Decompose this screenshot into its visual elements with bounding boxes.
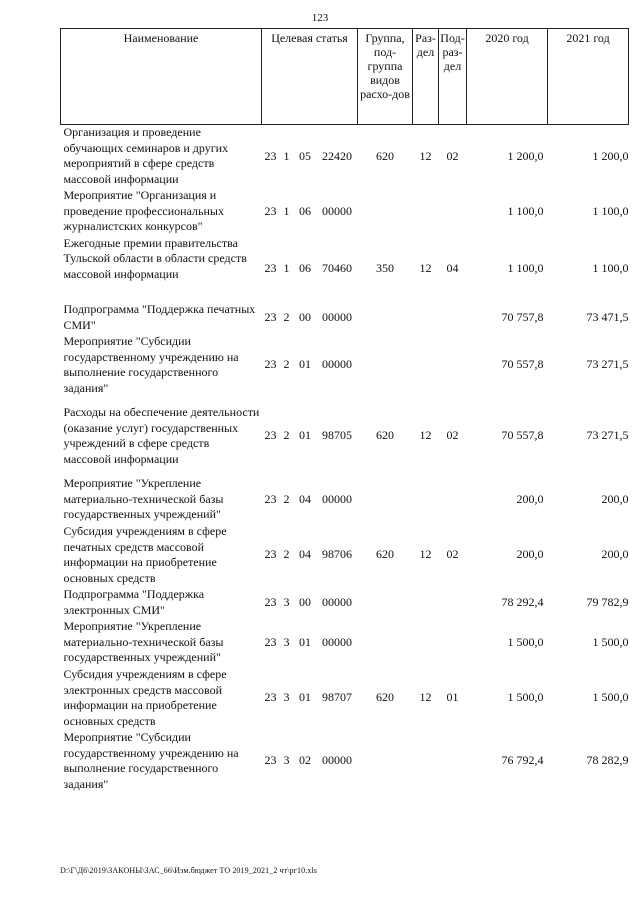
row-code-1: 23 <box>264 428 277 443</box>
row-podrazdel <box>439 587 467 619</box>
row-name: Подпрограмма "Поддержка электронных СМИ" <box>63 587 205 617</box>
row-podrazdel: 01 <box>446 690 459 705</box>
row-group <box>358 334 413 397</box>
row-group: 620 <box>376 547 395 562</box>
row-code-2: 3 <box>283 594 290 609</box>
row-2021: 73 271,5 <box>586 357 629 372</box>
row-podrazdel <box>439 188 467 236</box>
row-podrazdel <box>439 730 467 793</box>
row-code-2: 2 <box>283 309 290 324</box>
table-row <box>61 476 629 524</box>
row-name: Субсидия учреждениям в сфере печатных средств массовой информации на приобретение основных средств <box>63 524 227 585</box>
row-name: Мероприятие "Субсидии государственному учреждению на выполнение государственного задания" <box>63 730 239 791</box>
row-razdel <box>413 302 439 334</box>
row-code-3: 04 <box>299 491 311 506</box>
row-code-2: 1 <box>283 148 290 163</box>
row-razdel: 12 <box>419 690 432 705</box>
row-code-4: 98705 <box>322 428 352 443</box>
row-code-1: 23 <box>264 357 277 372</box>
table-row <box>61 587 629 619</box>
row-code-2: 2 <box>283 547 290 562</box>
row-group: 620 <box>376 428 395 443</box>
row-code-1: 23 <box>264 690 277 705</box>
row-code-4: 22420 <box>322 148 352 163</box>
row-group <box>358 302 413 334</box>
row-2021: 73 471,5 <box>586 309 629 324</box>
row-code-1: 23 <box>264 753 277 768</box>
row-code-3: 06 <box>299 203 311 218</box>
row-podrazdel <box>439 476 467 524</box>
row-podrazdel <box>439 302 467 334</box>
row-2021: 1 500,0 <box>592 634 629 649</box>
budget-table <box>60 28 629 793</box>
row-razdel: 12 <box>419 260 432 275</box>
row-code-1: 23 <box>264 148 277 163</box>
header-target-article: Целевая статья <box>262 29 358 125</box>
row-code-2: 2 <box>283 491 290 506</box>
row-code-3: 04 <box>299 547 311 562</box>
row-code-3: 00 <box>299 309 311 324</box>
row-code-3: 01 <box>299 690 311 705</box>
row-2020: 78 292,4 <box>501 594 544 609</box>
row-code-3: 02 <box>299 753 311 768</box>
row-2020: 200,0 <box>516 547 544 562</box>
row-2020: 1 500,0 <box>507 690 544 705</box>
row-group <box>358 188 413 236</box>
row-code-4: 98706 <box>322 547 352 562</box>
table-row <box>61 730 629 793</box>
footer-file-path: D:\Г\Д6\2019\ЗАКОНЫ\ЗАС_66\Изм.бюджет ТО 2019_2021_2 чт\рг10.xls <box>60 866 317 875</box>
row-razdel: 12 <box>419 547 432 562</box>
row-code-4: 00000 <box>322 309 352 324</box>
row-2020: 70 757,8 <box>501 309 544 324</box>
row-podrazdel: 02 <box>446 428 459 443</box>
row-code-3: 01 <box>299 634 311 649</box>
row-razdel: 12 <box>419 428 432 443</box>
header-2021: 2021 год <box>548 29 629 125</box>
row-2020: 1 100,0 <box>507 203 544 218</box>
row-code-4: 00000 <box>322 357 352 372</box>
row-code-2: 1 <box>283 203 290 218</box>
row-podrazdel: 04 <box>446 260 459 275</box>
page-number: 123 <box>311 12 329 24</box>
row-code-1: 23 <box>264 309 277 324</box>
row-code-2: 2 <box>283 357 290 372</box>
row-code-3: 05 <box>299 148 311 163</box>
row-razdel <box>413 188 439 236</box>
row-code-4: 00000 <box>322 594 352 609</box>
table-header-row <box>61 29 629 125</box>
row-name: Мероприятие "Организация и проведение профессиональных журналистских конкурсов" <box>63 188 224 234</box>
header-razdel: Раз-дел <box>413 29 439 125</box>
row-name: Организация и проведение обучающих семинаров и других мероприятий в сфере средств массовой информации <box>63 125 229 186</box>
row-code-2: 3 <box>283 690 290 705</box>
row-group <box>358 587 413 619</box>
row-razdel <box>413 587 439 619</box>
row-name: Подпрограмма "Поддержка печатных СМИ" <box>63 302 256 332</box>
row-2020: 76 792,4 <box>501 753 544 768</box>
row-podrazdel <box>439 334 467 397</box>
row-2020: 1 200,0 <box>507 148 544 163</box>
row-2020: 1 100,0 <box>507 260 544 275</box>
row-code-3: 01 <box>299 357 311 372</box>
row-code-1: 23 <box>264 634 277 649</box>
row-2020: 70 557,8 <box>501 357 544 372</box>
row-code-1: 23 <box>264 547 277 562</box>
row-2021: 1 100,0 <box>592 260 629 275</box>
row-code-2: 3 <box>283 753 290 768</box>
row-code-1: 23 <box>264 203 277 218</box>
row-2020: 1 500,0 <box>507 634 544 649</box>
row-group: 620 <box>376 148 395 163</box>
row-2021: 78 282,9 <box>586 753 629 768</box>
row-code-3: 01 <box>299 428 311 443</box>
row-code-3: 00 <box>299 594 311 609</box>
row-code-1: 23 <box>264 491 277 506</box>
row-code-4: 98707 <box>322 690 352 705</box>
row-2021: 200,0 <box>601 491 629 506</box>
row-razdel: 12 <box>419 148 432 163</box>
table-row <box>61 524 629 587</box>
row-podrazdel <box>439 619 467 667</box>
row-name: Субсидия учреждениям в сфере электронных средств массовой информации на приобретение основных средств <box>63 667 227 728</box>
row-code-2: 2 <box>283 428 290 443</box>
row-code-2: 3 <box>283 634 290 649</box>
table-row <box>61 334 629 397</box>
row-razdel <box>413 730 439 793</box>
table-row <box>61 188 629 236</box>
row-code-4: 70460 <box>322 260 352 275</box>
table-row <box>61 236 629 302</box>
row-group <box>358 476 413 524</box>
row-2021: 200,0 <box>601 547 629 562</box>
row-code-2: 1 <box>283 260 290 275</box>
header-podrazdel: Под-раз-дел <box>439 29 467 125</box>
row-code-4: 00000 <box>322 491 352 506</box>
row-code-4: 00000 <box>322 634 352 649</box>
row-code-1: 23 <box>264 260 277 275</box>
row-2021: 1 500,0 <box>592 690 629 705</box>
row-2021: 1 100,0 <box>592 203 629 218</box>
header-group: Группа, под-группа видов расхо-дов <box>358 29 413 125</box>
row-razdel <box>413 476 439 524</box>
header-name: Наименование <box>61 29 262 125</box>
row-group: 350 <box>376 260 395 275</box>
table-row <box>61 125 629 188</box>
table-row <box>61 667 629 730</box>
table-row <box>61 302 629 334</box>
row-name: Мероприятие "Укрепление материально-технической базы государственных учреждений" <box>63 476 224 522</box>
row-name: Расходы на обеспечение деятельности (оказание услуг) государственных учреждений в сфере средств массовой информации <box>63 405 260 466</box>
header-2020: 2020 год <box>467 29 548 125</box>
row-name: Мероприятие "Укрепление материально-технической базы государственных учреждений" <box>63 619 224 665</box>
row-2021: 79 782,9 <box>586 594 629 609</box>
row-code-4: 00000 <box>322 203 352 218</box>
row-2020: 200,0 <box>516 491 544 506</box>
row-razdel <box>413 334 439 397</box>
table-row <box>61 619 629 667</box>
row-name: Мероприятие "Субсидии государственному учреждению на выполнение государственного задания" <box>63 334 239 395</box>
row-group <box>358 730 413 793</box>
row-code-4: 00000 <box>322 753 352 768</box>
row-group <box>358 619 413 667</box>
row-2020: 70 557,8 <box>501 428 544 443</box>
row-code-1: 23 <box>264 594 277 609</box>
row-name: Ежегодные премии правительства Тульской области в области средств массовой информации <box>63 235 247 281</box>
row-group: 620 <box>376 690 395 705</box>
row-razdel <box>413 619 439 667</box>
row-2021: 1 200,0 <box>592 148 629 163</box>
row-podrazdel: 02 <box>446 547 459 562</box>
row-code-3: 06 <box>299 260 311 275</box>
row-podrazdel: 02 <box>446 148 459 163</box>
table-row <box>61 397 629 476</box>
row-2021: 73 271,5 <box>586 428 629 443</box>
